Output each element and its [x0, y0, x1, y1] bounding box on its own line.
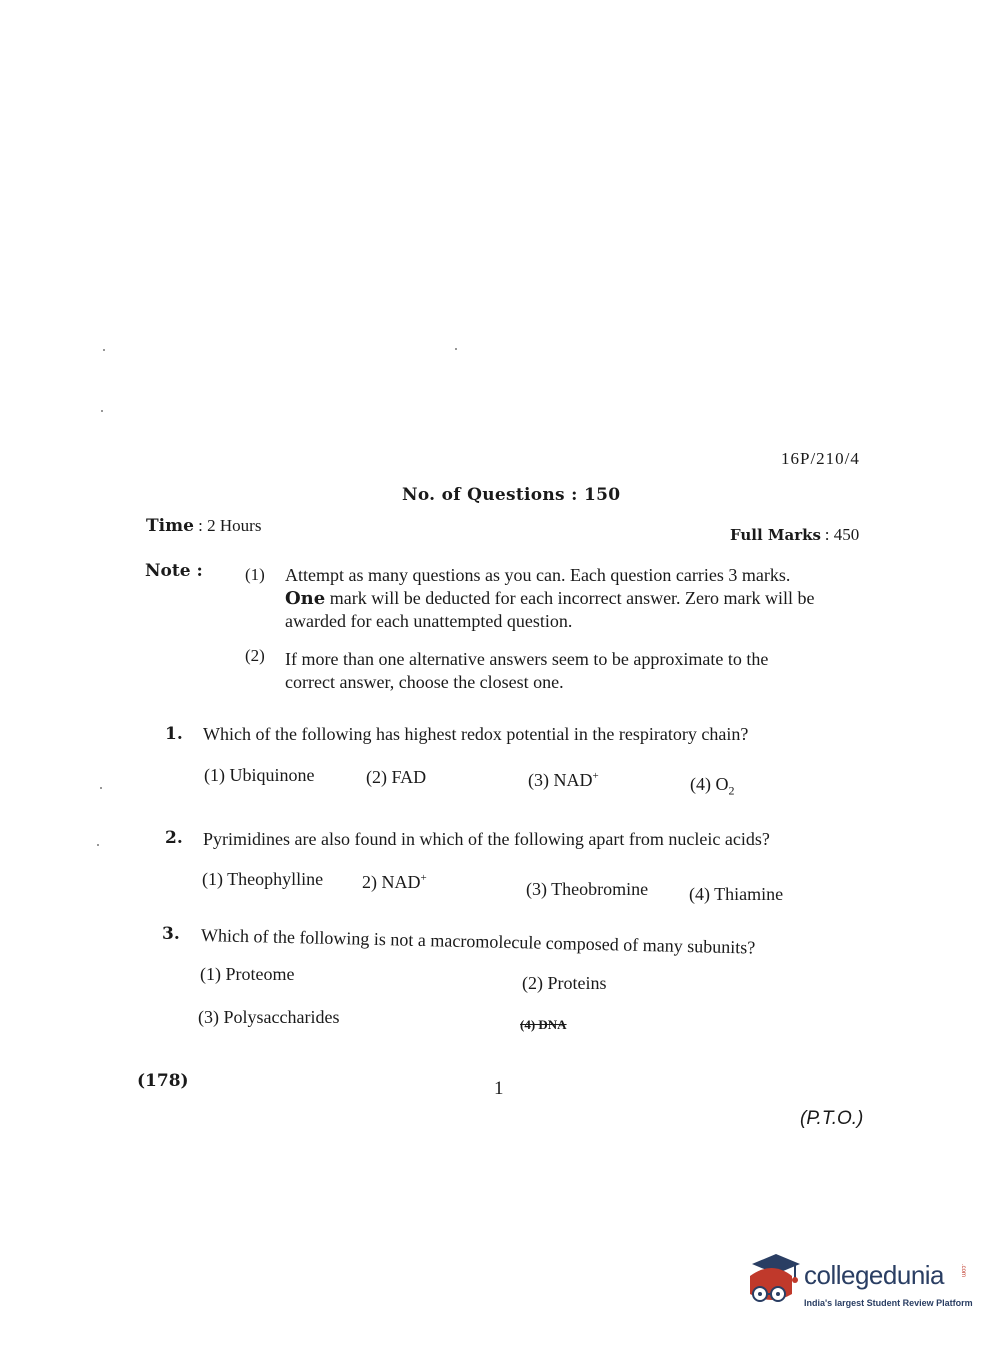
note-label: Note :	[145, 561, 203, 581]
question-2-option-3: (3) Theobromine	[526, 879, 649, 899]
exam-time	[146, 516, 261, 536]
question-2-option-2-sup: +	[420, 872, 427, 884]
num-questions-label: No. of Questions :	[402, 485, 578, 505]
note-item-1-text	[285, 564, 875, 633]
scan-speck	[100, 787, 102, 789]
number-of-questions	[402, 485, 620, 505]
scan-speck	[101, 410, 103, 412]
note-item-1-line2	[285, 587, 875, 610]
time-label: Time	[146, 516, 194, 536]
time-value: : 2 Hours	[198, 516, 262, 535]
note-item-1-line2-rest: mark will be deducted for each incorrect answer. Zero mark will be	[325, 588, 815, 608]
question-1-option-2: (2) FAD	[366, 767, 427, 787]
full-marks	[730, 525, 859, 545]
mascot-icon	[742, 1250, 802, 1320]
question-2-option-2-text: 2) NAD	[362, 872, 421, 892]
question-2-option-1: (1) Theophylline	[202, 869, 324, 889]
marks-label: Full Marks	[730, 526, 821, 544]
question-2-text: Pyrimidines are also found in which of the following apart from nucleic acids?	[203, 829, 770, 849]
question-1-text: Which of the following has highest redox potential in the respiratory chain?	[203, 724, 749, 744]
paper-code: 16P/210/4	[781, 449, 860, 468]
note-item-1-bold: One	[285, 588, 326, 609]
page-number: 1	[494, 1078, 504, 1099]
question-1-option-4-text: (4) O	[690, 774, 729, 794]
question-1-number: 1.	[165, 724, 183, 744]
question-1-option-1: (1) Ubiquinone	[204, 765, 315, 785]
question-1-option-4-sub: 2	[728, 783, 735, 798]
question-3-number: 3.	[162, 924, 180, 944]
scan-speck	[103, 349, 105, 351]
question-1-option-4	[690, 774, 735, 799]
note-item-2-line2: correct answer, choose the closest one.	[285, 672, 564, 692]
note-item-1-line3: awarded for each unattempted question.	[285, 611, 573, 631]
question-1-option-3-sup: +	[592, 770, 599, 782]
note-item-2-number: (2)	[245, 646, 265, 665]
scan-speck	[455, 348, 457, 350]
question-2-option-2	[362, 872, 427, 893]
question-3-option-4: (4) DNA	[520, 1017, 567, 1032]
question-3-text: Which of the following is not a macromolecule composed of many subunits?	[200, 925, 756, 958]
logo-tagline: India's largest Student Review Platform	[804, 1298, 973, 1308]
marks-value: : 450	[824, 525, 860, 544]
question-3-option-1: (1) Proteome	[200, 964, 295, 984]
paper-serial-code: (178)	[137, 1071, 189, 1091]
note-item-1-number: (1)	[245, 565, 265, 584]
question-1-option-3-text: (3) NAD	[528, 770, 593, 790]
logo-brand-name: collegedunia	[804, 1260, 945, 1290]
question-2-option-4: (4) Thiamine	[689, 884, 784, 904]
question-3-option-2: (2) Proteins	[522, 973, 607, 993]
question-2-number: 2.	[165, 828, 183, 848]
scan-speck	[97, 844, 99, 846]
question-1-option-3	[528, 770, 599, 791]
note-item-2-line1: If more than one alternative answers seem to be approximate to the	[285, 649, 769, 669]
logo-domain-suffix: .com	[960, 1264, 966, 1278]
note-item-1-line1: Attempt as many questions as you can. Each question carries 3 marks.	[285, 565, 791, 585]
question-3-option-3: (3) Polysaccharides	[198, 1007, 340, 1027]
collegedunia-logo	[742, 1250, 972, 1320]
num-questions-value: 150	[583, 485, 621, 505]
please-turn-over: (P.T.O.)	[800, 1108, 864, 1129]
note-item-2-text	[285, 648, 875, 694]
